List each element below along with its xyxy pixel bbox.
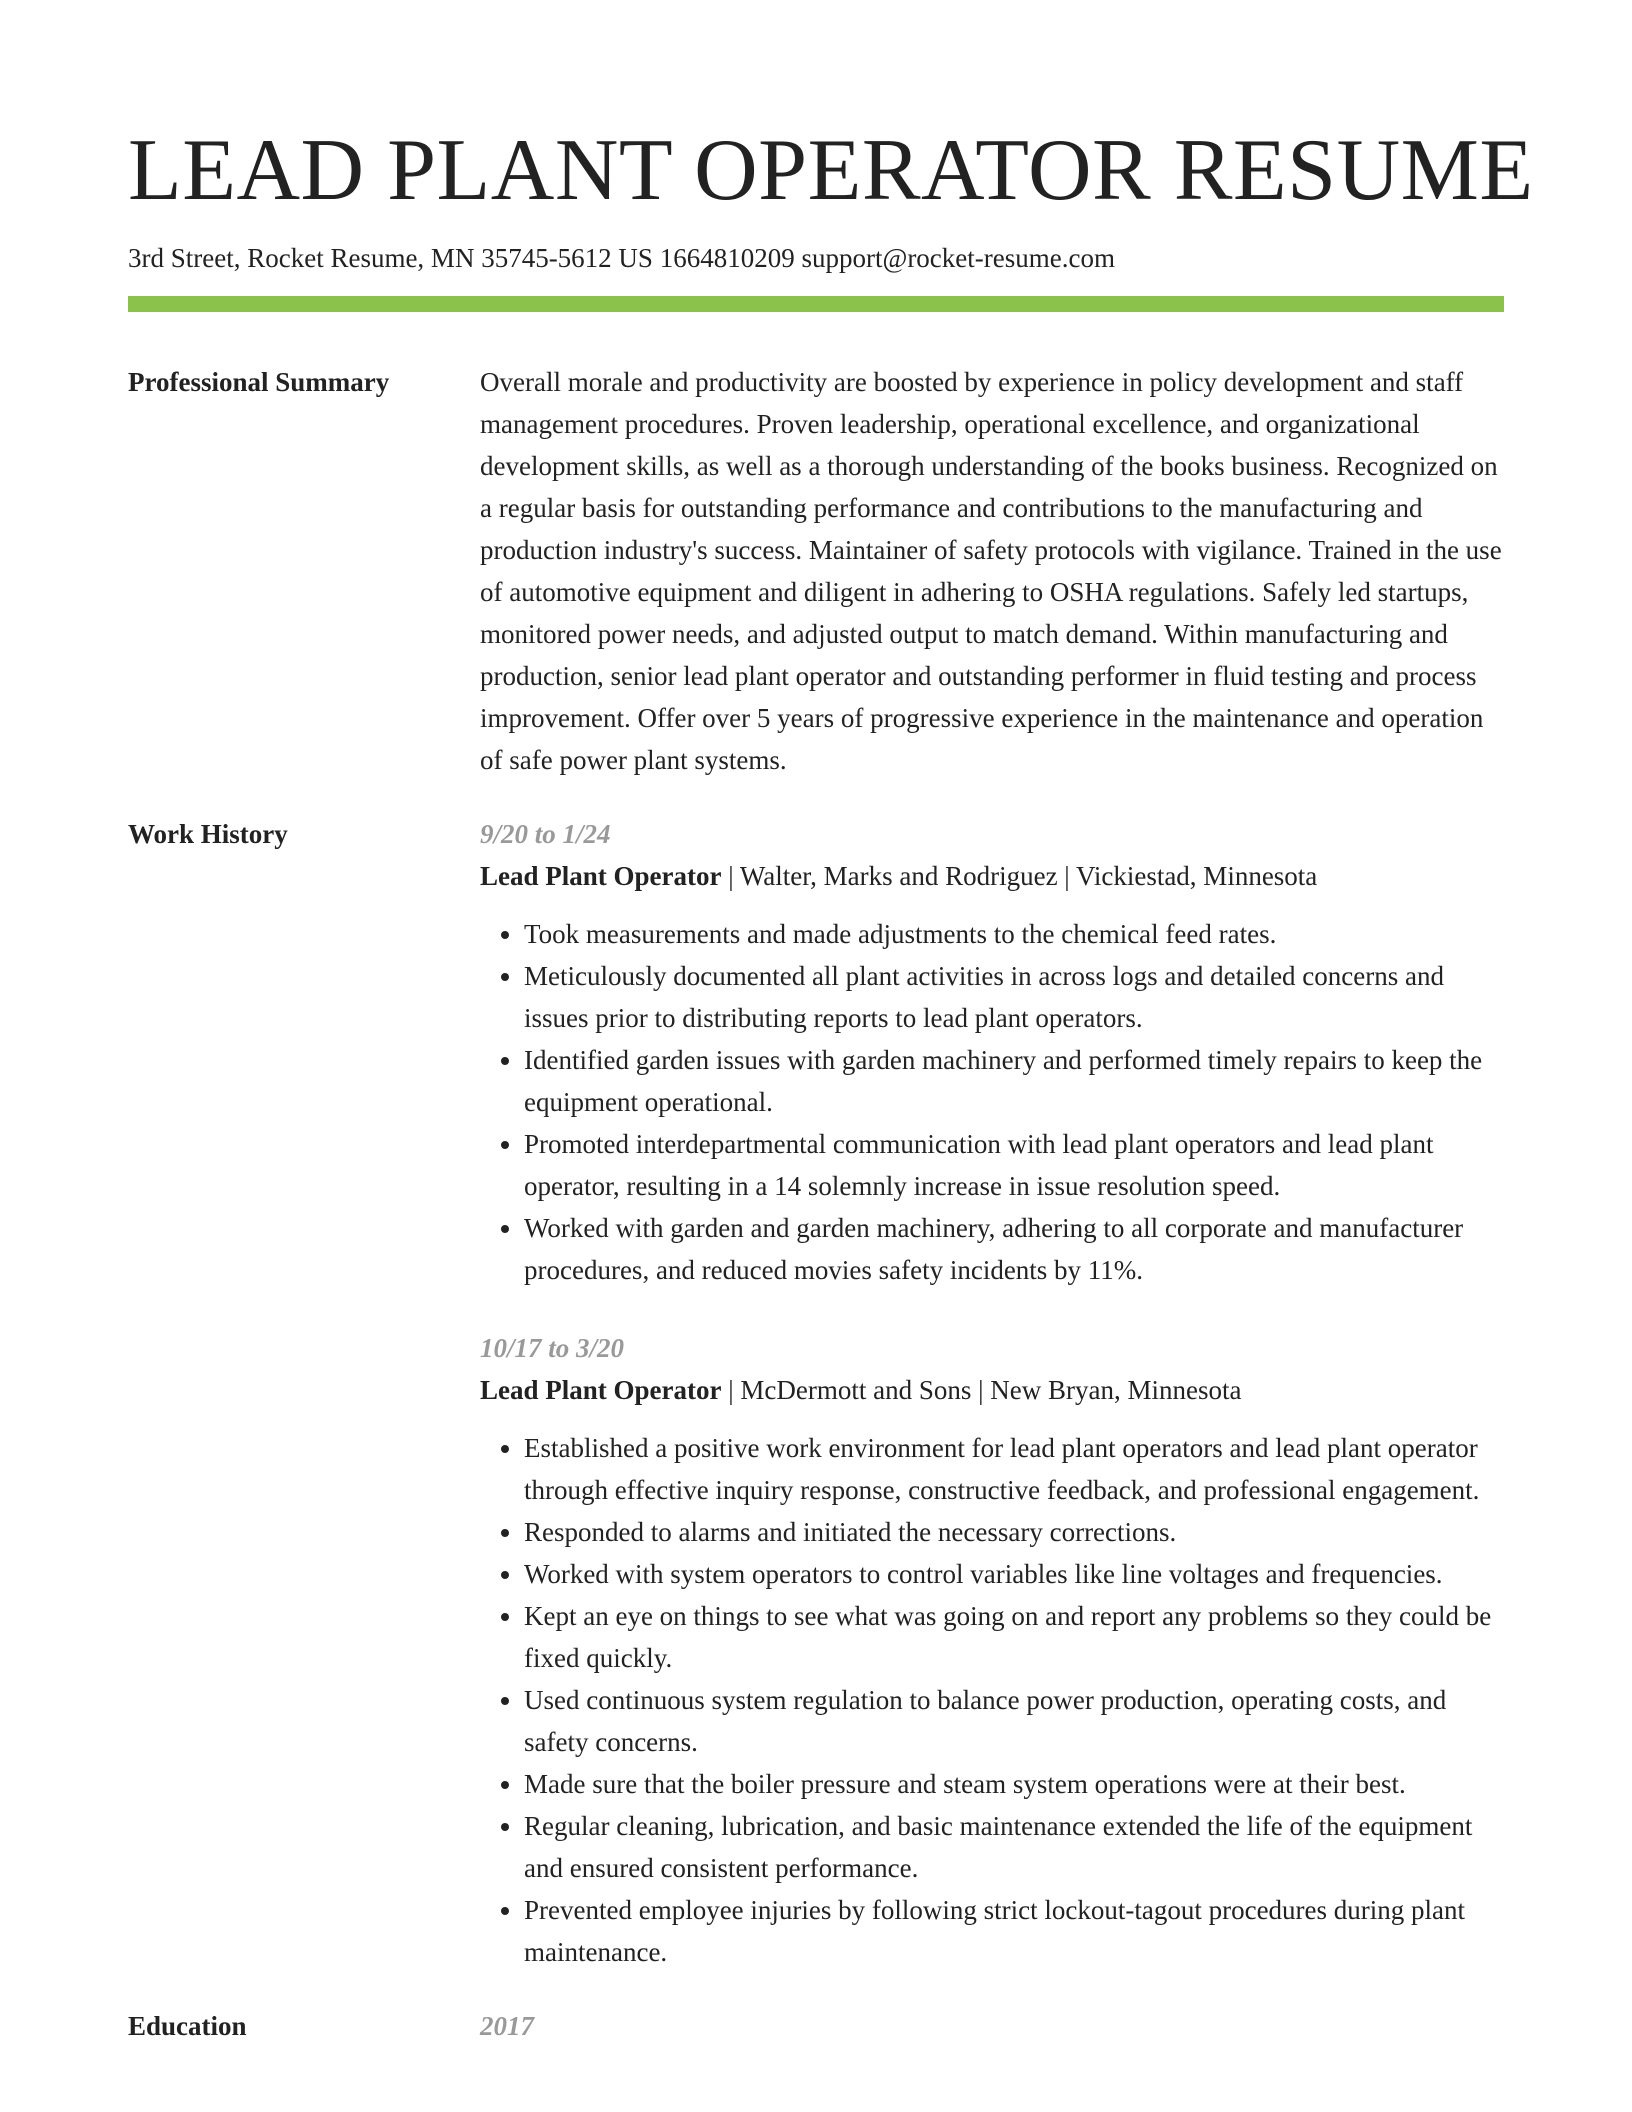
job-employer-location: | McDermott and Sons | New Bryan, Minnesota [721, 1375, 1242, 1405]
education-body [480, 2005, 1504, 2047]
section-label-work: Work History [128, 819, 288, 849]
job-dates: 10/17 to 3/20 [480, 1333, 625, 1363]
job-bullets [480, 913, 1504, 1291]
job-dates: 9/20 to 1/24 [480, 819, 611, 849]
contact-address: 3rd Street, Rocket Resume, MN 35745-5612 US [128, 243, 653, 273]
summary-text: Overall morale and productivity are boosted by experience in policy development and staff management procedures. Proven leadership, operational excellence, and organizational development skills, as well as a thorough understanding of the books business. Recognized on a regular basis for outstanding performance and contributions to the manufacturing and production industry's success. Maintainer of safety protocols with vigilance. Trained in the use of automotive equipment and diligent in adhering to OSHA regulations. Safely led startups, monitored power needs, and adjusted output to match demand. Within manufacturing and production, senior lead plant operator and outstanding performer in fluid testing and process improvement. Offer over 5 years of progressive experience in the maintenance and operation of safe power plant systems. [480, 367, 1502, 775]
resume-title: LEAD PLANT OPERATOR RESUME [128, 122, 1534, 219]
job-bullet: • Used continuous system regulation to balance power production, operating costs, and safety concerns. [524, 1679, 1504, 1763]
job-title: Lead Plant Operator [480, 861, 722, 891]
job-bullets [480, 1427, 1504, 1973]
job-entry [480, 813, 1504, 1291]
job-bullet: • Prevented employee injuries by following strict lockout-tagout procedures during plant maintenance. [524, 1889, 1504, 1973]
header-divider [128, 296, 1504, 312]
job-employer-location: | Walter, Marks and Rodriguez | Vickiestad, Minnesota [721, 861, 1318, 891]
job-title: Lead Plant Operator [480, 1375, 722, 1405]
job-bullet: • Regular cleaning, lubrication, and basic maintenance extended the life of the equipment and ensured consistent performance. [524, 1805, 1504, 1889]
education-dates: 2017 [480, 2011, 534, 2041]
job-entry [480, 1327, 1504, 1973]
section-label-summary: Professional Summary [128, 367, 390, 397]
job-bullet: • Took measurements and made adjustments to the chemical feed rates. [524, 913, 1504, 955]
contact-line [128, 240, 1504, 276]
job-bullet: • Meticulously documented all plant activities in across logs and detailed concerns and issues prior to distributing reports to lead plant operators. [524, 955, 1504, 1039]
job-role-line [480, 855, 1504, 897]
contact-email: support@rocket-resume.com [801, 243, 1115, 273]
contact-phone: 1664810209 [659, 243, 795, 273]
section-label-education: Education [128, 2011, 247, 2041]
job-bullet: • Kept an eye on things to see what was going on and report any problems so they could be fixed quickly. [524, 1595, 1504, 1679]
job-bullet: • Promoted interdepartmental communication with lead plant operators and lead plant operator, resulting in a 14 solemnly increase in issue resolution speed. [524, 1123, 1504, 1207]
section-professional-summary [128, 361, 1504, 781]
work-body [480, 813, 1504, 1973]
job-bullet: • Responded to alarms and initiated the necessary corrections. [524, 1511, 1504, 1553]
job-bullet: • Identified garden issues with garden machinery and performed timely repairs to keep the equipment operational. [524, 1039, 1504, 1123]
summary-body [480, 361, 1504, 781]
job-role-line [480, 1369, 1504, 1411]
job-bullet: • Established a positive work environment for lead plant operators and lead plant operator through effective inquiry response, constructive feedback, and professional engagement. [524, 1427, 1504, 1511]
job-bullet: • Made sure that the boiler pressure and steam system operations were at their best. [524, 1763, 1504, 1805]
section-work-history [128, 813, 1504, 1973]
section-education [128, 2005, 1504, 2047]
job-bullet: • Worked with garden and garden machinery, adhering to all corporate and manufacturer procedures, and reduced movies safety incidents by 11%. [524, 1207, 1504, 1291]
job-bullet: • Worked with system operators to control variables like line voltages and frequencies. [524, 1553, 1504, 1595]
